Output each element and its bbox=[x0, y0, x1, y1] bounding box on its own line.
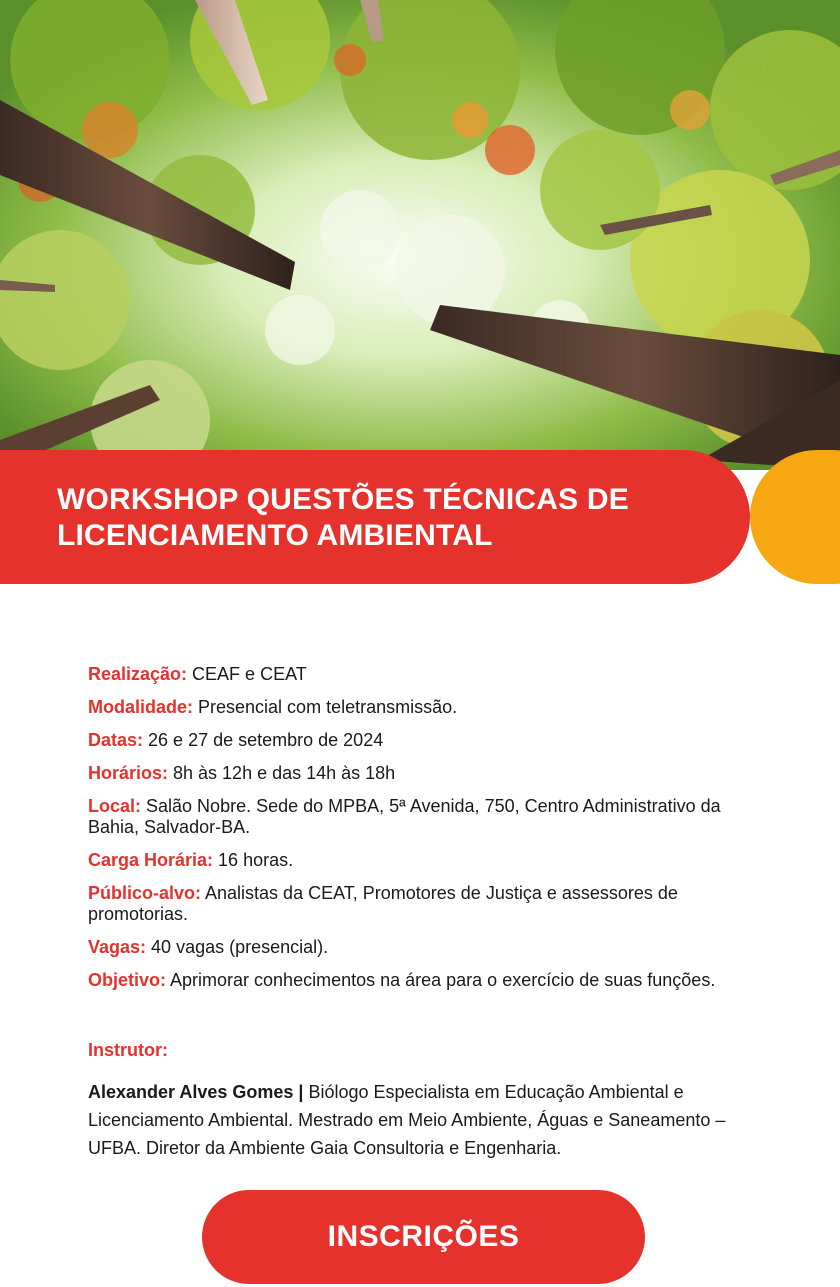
instructor-heading: Instrutor: bbox=[88, 1040, 168, 1060]
detail-modalidade bbox=[88, 697, 758, 718]
title-banner bbox=[0, 450, 750, 584]
page-title-line-1: WORKSHOP QUESTÕES TÉCNICAS DE bbox=[57, 483, 629, 516]
detail-datas bbox=[88, 730, 758, 751]
inscricoes-button[interactable]: INSCRIÇÕES bbox=[202, 1190, 645, 1284]
detail-local bbox=[88, 796, 758, 838]
instructor-description: Biólogo Especialista em Educação Ambiental e Licenciamento Ambiental. Mestrado em Meio Ambiente, Águas e Saneamento – UFBA. Diretor da Ambiente Gaia Consultoria e Engenharia. bbox=[88, 1082, 726, 1158]
detail-value: Salão Nobre. Sede do MPBA, 5ª Avenida, 750, Centro Administrativo da Bahia, Salvador-BA. bbox=[88, 796, 721, 837]
detail-label: Objetivo: bbox=[88, 970, 167, 990]
detail-value: 8h às 12h e das 14h às 18h bbox=[168, 763, 396, 783]
instructor-name: Alexander Alves Gomes | bbox=[88, 1082, 304, 1102]
detail-label: Carga Horária: bbox=[88, 850, 214, 870]
detail-value: Analistas da CEAT, Promotores de Justiça e assessores de promotorias. bbox=[88, 883, 678, 924]
detail-value: CEAF e CEAT bbox=[187, 664, 307, 684]
detail-label: Realização: bbox=[88, 664, 188, 684]
event-details bbox=[88, 664, 758, 1003]
detail-horarios bbox=[88, 763, 758, 784]
detail-value: Aprimorar conhecimentos na área para o exercício de suas funções. bbox=[166, 970, 716, 990]
detail-vagas bbox=[88, 937, 758, 958]
detail-label: Datas: bbox=[88, 730, 144, 750]
page-title-line-2: LICENCIAMENTO AMBIENTAL bbox=[57, 519, 493, 552]
detail-label: Modalidade: bbox=[88, 697, 194, 717]
detail-realizacao bbox=[88, 664, 758, 685]
detail-label: Público-alvo: bbox=[88, 883, 202, 903]
detail-value: 16 horas. bbox=[213, 850, 294, 870]
detail-label: Local: bbox=[88, 796, 142, 816]
detail-value: 26 e 27 de setembro de 2024 bbox=[143, 730, 384, 750]
detail-value: Presencial com teletransmissão. bbox=[193, 697, 458, 717]
decorative-orange-pill bbox=[750, 450, 840, 584]
detail-value: 40 vagas (presencial). bbox=[146, 937, 329, 957]
detail-publico-alvo bbox=[88, 883, 758, 925]
instructor-bio bbox=[88, 1078, 758, 1162]
forest-canopy-illustration bbox=[0, 0, 840, 470]
detail-label: Vagas: bbox=[88, 937, 147, 957]
detail-objetivo bbox=[88, 970, 758, 991]
detail-label: Horários: bbox=[88, 763, 169, 783]
hero-forest-image bbox=[0, 0, 840, 470]
detail-carga-horaria bbox=[88, 850, 758, 871]
